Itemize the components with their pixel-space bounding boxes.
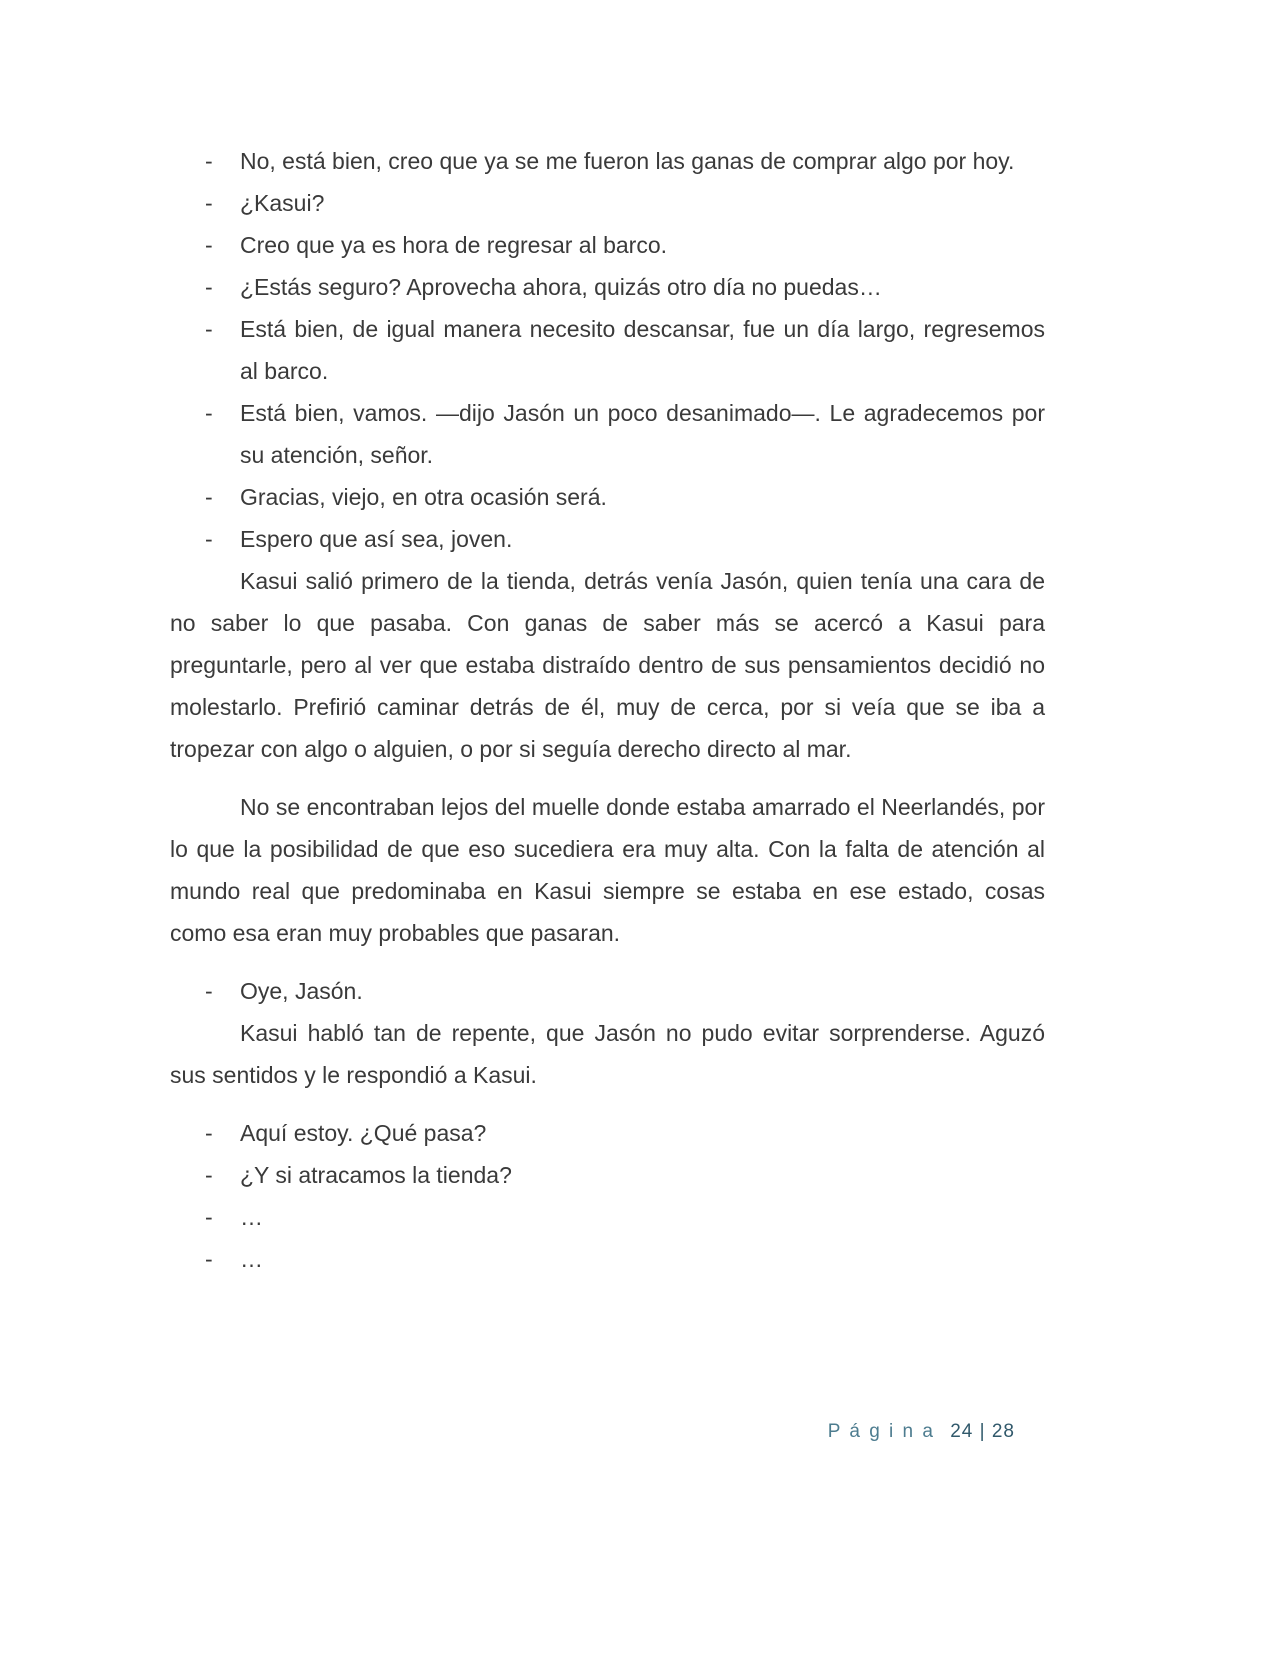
dialogue-text: Está bien, vamos. —dijo Jasón un poco desanimado—. Le agradecemos por su atención, señor. [240,400,1045,468]
page-footer [828,1420,1015,1444]
dialogue-line [170,392,1045,476]
dialogue-list [170,140,1045,560]
dash-bullet: - [205,526,213,552]
dash-bullet: - [205,1162,213,1188]
dialogue-text: No, está bien, creo que ya se me fueron las ganas de comprar algo por hoy. [240,148,1015,174]
dialogue-line [170,1112,1045,1154]
dialogue-text: ¿Kasui? [240,190,325,216]
dash-bullet: - [205,190,213,216]
dialogue-list [170,970,1045,1012]
dash-bullet: - [205,148,213,174]
content [170,140,1045,1280]
dialogue-text: ¿Estás seguro? Aprovecha ahora, quizás otro día no puedas… [240,274,882,300]
dialogue-line [170,308,1045,392]
dialogue-line [170,970,1045,1012]
dialogue-text: ¿Y si atracamos la tienda? [240,1162,512,1188]
dialogue-line [170,182,1045,224]
dialogue-text: … [240,1204,263,1230]
paragraph: Kasui salió primero de la tienda, detrás venía Jasón, quien tenía una cara de no saber lo que pasaba. Con ganas de saber más se acercó a Kasui para preguntarle, pero al ver que estaba distraído dentro de sus pensamientos decidió no molestarlo. Prefirió caminar detrás de él, muy de cerca, por si veía que se iba a tropezar con algo o alguien, o por si seguía derecho directo al mar. [170,568,1045,762]
dash-bullet: - [205,1204,213,1230]
dash-bullet: - [205,978,213,1004]
dialogue-text: Creo que ya es hora de regresar al barco. [240,232,668,258]
paragraph: Kasui habló tan de repente, que Jasón no pudo evitar sorprenderse. Aguzó sus sentidos y le respondió a Kasui. [170,1020,1045,1088]
dialogue-line [170,140,1045,182]
dash-bullet: - [205,316,213,342]
dialogue-text: Gracias, viejo, en otra ocasión será. [240,484,607,510]
dialogue-text: Está bien, de igual manera necesito descansar, fue un día largo, regresemos al barco. [240,316,1045,384]
dialogue-line [170,224,1045,266]
dialogue-list [170,1112,1045,1280]
dialogue-text: Oye, Jasón. [240,978,363,1004]
dialogue-text: … [240,1246,263,1272]
footer-page-label: P á g i n a [827,1421,935,1442]
dialogue-line [170,1238,1045,1280]
dash-bullet: - [205,274,213,300]
dialogue-line [170,1154,1045,1196]
dialogue-text: Espero que así sea, joven. [240,526,513,552]
footer-page-number: 24 | 28 [950,1421,1015,1442]
dash-bullet: - [205,1246,213,1272]
dialogue-line [170,266,1045,308]
dialogue-line [170,476,1045,518]
dialogue-line [170,1196,1045,1238]
dash-bullet: - [205,232,213,258]
dialogue-text: Aquí estoy. ¿Qué pasa? [240,1120,487,1146]
dialogue-line [170,518,1045,560]
dash-bullet: - [205,1120,213,1146]
paragraph: No se encontraban lejos del muelle donde estaba amarrado el Neerlandés, por lo que la posibilidad de que eso sucediera era muy alta. Con la falta de atención al mundo real que predominaba en Kasui siempre se estaba en ese estado, cosas como esa eran muy probables que pasaran. [170,794,1045,946]
dash-bullet: - [205,400,213,426]
dash-bullet: - [205,484,213,510]
